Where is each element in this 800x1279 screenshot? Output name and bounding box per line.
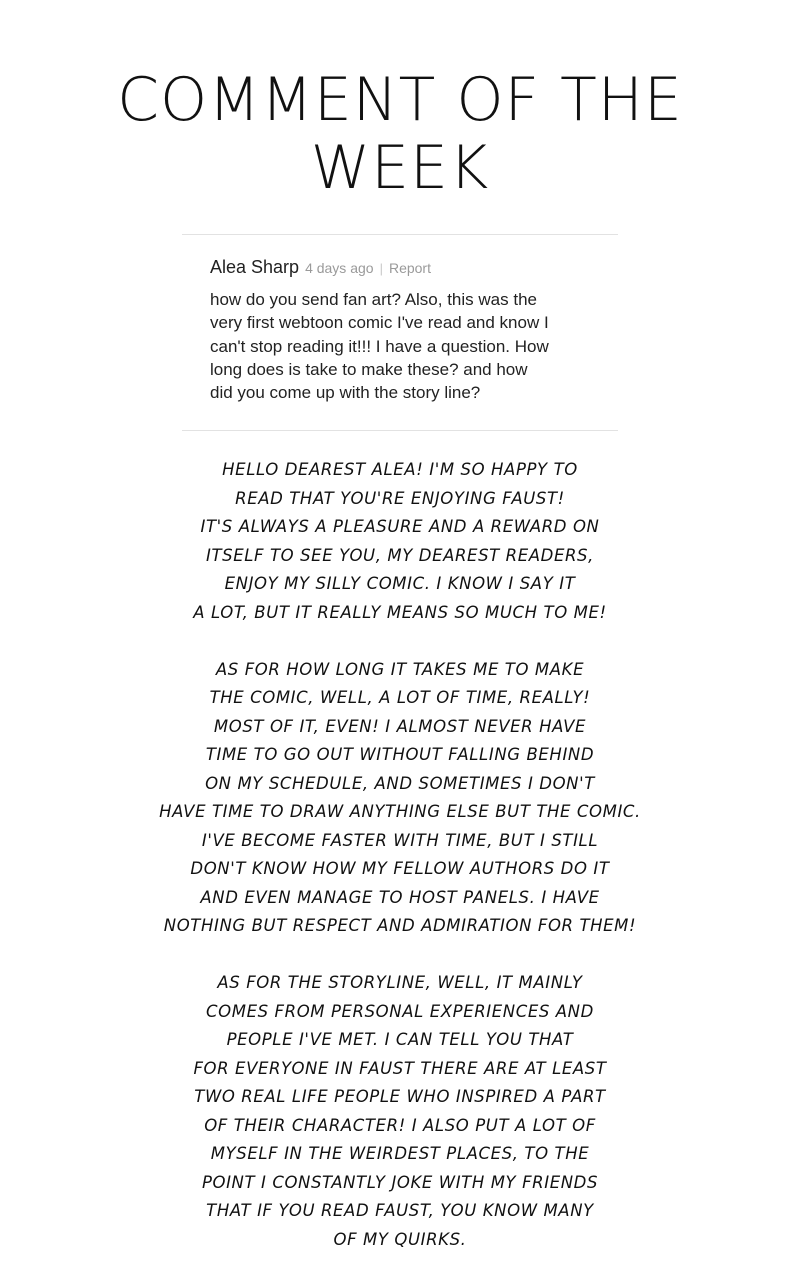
comment-header [210, 257, 431, 278]
comment-line: can't stop reading it!!! I have a question. How [210, 336, 549, 356]
reply-line: HAVE TIME TO DRAW ANYTHING ELSE BUT THE COMIC. [159, 802, 641, 821]
reply-line: TWO REAL LIFE PEOPLE WHO INSPIRED A PART [194, 1087, 606, 1106]
title-line-1: COMMENT OF THE [117, 65, 683, 135]
paragraph-gap [0, 627, 800, 656]
comment-line: did you come up with the story line? [210, 383, 481, 403]
author-reply [0, 456, 800, 1254]
paragraph-gap [0, 941, 800, 970]
reply-line: MOST OF IT, EVEN! I ALMOST NEVER HAVE [213, 716, 587, 736]
reply-line: PEOPLE I'VE MET. I CAN TELL YOU THAT [226, 1030, 574, 1049]
reply-line: HELLO DEAREST ALEA! I'M SO HAPPY TO [222, 460, 578, 479]
comment-line: very first webtoon comic I've read and know I [210, 313, 549, 333]
reply-line: READ THAT YOU'RE ENJOYING FAUST! [235, 488, 565, 508]
reply-line: THE COMIC, WELL, A LOT OF TIME, REALLY! [209, 688, 591, 707]
comment-author[interactable]: Alea Sharp [210, 257, 300, 277]
reply-line: ITSELF TO SEE YOU, MY DEAREST READERS, [206, 545, 594, 565]
comment-line: long does is take to make these? and how [210, 359, 528, 379]
reply-line: ON MY SCHEDULE, AND SOMETIMES I DON'T [205, 773, 595, 793]
comment-line: how do you send fan art? Also, this was the [210, 290, 537, 309]
comment-card [182, 234, 618, 431]
comment-text [210, 288, 610, 404]
reply-line: AND EVEN MANAGE TO HOST PANELS. I HAVE [200, 887, 600, 907]
reply-line: THAT IF YOU READ FAUST, YOU KNOW MANY [206, 1201, 594, 1220]
reply-line: AS FOR THE STORYLINE, WELL, IT MAINLY [217, 973, 583, 992]
reply-line: I'VE BECOME FASTER WITH TIME, BUT I STILL [201, 830, 599, 850]
reply-line: TIME TO GO OUT WITHOUT FALLING BEHIND [205, 745, 595, 764]
reply-line: A LOT, BUT IT REALLY MEANS SO MUCH TO ME! [193, 602, 607, 622]
reply-line: ENJOY MY SILLY COMIC. I KNOW I SAY IT [224, 574, 576, 593]
reply-paragraph-2 [0, 656, 800, 941]
header-separator: | [379, 261, 383, 276]
reply-paragraph-1 [0, 456, 800, 627]
page-title [0, 66, 800, 202]
reply-line: COMES FROM PERSONAL EXPERIENCES AND [206, 1001, 594, 1021]
reply-line: OF MY QUIRKS. [333, 1229, 467, 1249]
reply-line: FOR EVERYONE IN FAUST THERE ARE AT LEAST [193, 1058, 607, 1078]
reply-line: NOTHING BUT RESPECT AND ADMIRATION FOR THEM! [163, 916, 637, 935]
reply-line: DON'T KNOW HOW MY FELLOW AUTHORS DO IT [190, 859, 610, 878]
reply-line: POINT I CONSTANTLY JOKE WITH MY FRIENDS [201, 1172, 599, 1192]
report-link[interactable]: Report [388, 260, 431, 276]
reply-line: OF THEIR CHARACTER! I ALSO PUT A LOT OF [204, 1115, 596, 1135]
reply-line: IT'S ALWAYS A PLEASURE AND A REWARD ON [200, 517, 600, 536]
reply-line: MYSELF IN THE WEIRDEST PLACES, TO THE [210, 1144, 590, 1163]
title-line-2: WEEK [310, 133, 490, 203]
comment-timestamp: 4 days ago [305, 260, 374, 276]
reply-line: AS FOR HOW LONG IT TAKES ME TO MAKE [215, 659, 585, 679]
reply-paragraph-3 [0, 969, 800, 1254]
